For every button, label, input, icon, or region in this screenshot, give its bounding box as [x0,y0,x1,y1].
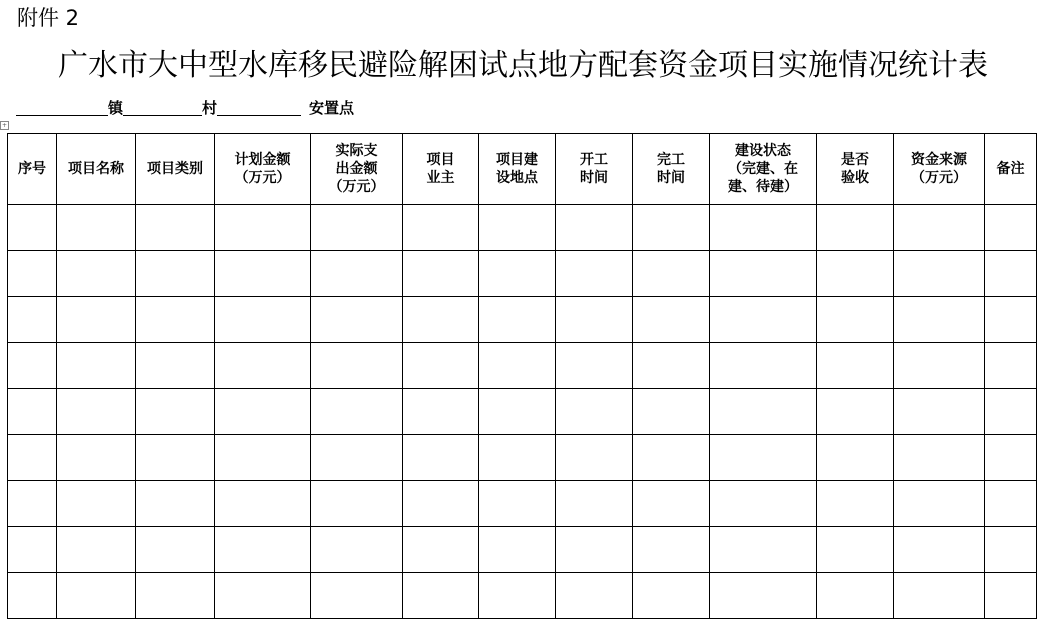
table-row [8,573,1037,619]
cell-actual-amount[interactable] [311,527,403,573]
column-header-line: 备注 [996,161,1025,177]
column-header-actual-amount [311,134,403,205]
cell-project-type[interactable] [136,251,215,297]
column-header-line: 项目建 [496,152,538,168]
table-row [8,527,1037,573]
cell-remarks[interactable] [985,251,1037,297]
column-header-fund-source [894,134,985,205]
cell-actual-amount[interactable] [311,251,403,297]
cell-actual-amount[interactable] [311,205,403,251]
cell-construction-site[interactable] [479,573,556,619]
table-row [8,343,1037,389]
cell-planned-amount[interactable] [215,205,311,251]
cell-project-type[interactable] [136,389,215,435]
cell-seq[interactable] [8,389,57,435]
cell-construction-site[interactable] [479,205,556,251]
cell-remarks[interactable] [985,481,1037,527]
cell-start-time[interactable] [556,251,633,297]
column-header-line: （万元） [328,179,385,195]
cell-completion-time[interactable] [633,481,710,527]
column-header-line: 资金来源 [911,152,967,168]
cell-completion-time[interactable] [633,389,710,435]
table-anchor-icon[interactable]: + [1,122,8,129]
column-header-line: 时间 [580,170,608,186]
cell-start-time[interactable] [556,481,633,527]
column-header-line: （万元） [234,170,291,186]
column-header-line: 出金额 [335,161,378,177]
column-header-seq [8,134,57,205]
cell-project-name[interactable] [57,389,136,435]
column-header-line: （完建、在 [728,161,798,177]
cell-project-type[interactable] [136,481,215,527]
cell-completion-time[interactable] [633,343,710,389]
column-header-line: 实际支 [335,143,378,159]
table-row [8,435,1037,481]
column-header-project-owner [403,134,479,205]
cell-fund-source[interactable] [894,389,985,435]
column-header-accepted [817,134,894,205]
page-title: 广水市大中型水库移民避险解困试点地方配套资金项目实施情况统计表 [58,48,988,83]
attachment-label: 附件 2 [17,6,80,30]
column-header-line: 是否 [841,152,869,168]
cell-project-owner[interactable] [403,205,479,251]
cell-construction-status[interactable] [710,389,817,435]
table-row [8,205,1037,251]
cell-actual-amount[interactable] [311,481,403,527]
cell-fund-source[interactable] [894,481,985,527]
cell-project-name[interactable] [57,251,136,297]
cell-actual-amount[interactable] [311,435,403,481]
cell-project-name[interactable] [57,343,136,389]
cell-construction-site[interactable] [479,389,556,435]
cell-planned-amount[interactable] [215,297,311,343]
column-header-line: 建设状态 [735,143,791,159]
cell-fund-source[interactable] [894,205,985,251]
cell-construction-site[interactable] [479,297,556,343]
village-blank[interactable] [123,99,202,116]
cell-project-type[interactable] [136,573,215,619]
cell-completion-time[interactable] [633,435,710,481]
column-header-construction-status [710,134,817,205]
cell-start-time[interactable] [556,573,633,619]
cell-project-owner[interactable] [403,435,479,481]
column-header-line: 项目类别 [147,161,203,177]
cell-seq[interactable] [8,343,57,389]
column-header-line: 项目名称 [68,161,124,177]
column-header-remarks [985,134,1037,205]
cell-accepted[interactable] [817,205,894,251]
cell-project-owner[interactable] [403,297,479,343]
cell-fund-source[interactable] [894,343,985,389]
column-header-line: 完工 [657,152,685,168]
cell-planned-amount[interactable] [215,573,311,619]
cell-project-name[interactable] [57,527,136,573]
column-header-line: 建、待建） [728,179,798,195]
cell-fund-source[interactable] [894,527,985,573]
cell-construction-status[interactable] [710,527,817,573]
column-header-completion-time [633,134,710,205]
cell-remarks[interactable] [985,573,1037,619]
town-label: 镇 [108,99,124,117]
cell-construction-status[interactable] [710,251,817,297]
cell-fund-source[interactable] [894,573,985,619]
table-body [8,205,1037,619]
cell-fund-source[interactable] [894,251,985,297]
cell-remarks[interactable] [985,389,1037,435]
cell-planned-amount[interactable] [215,389,311,435]
village-label: 村 [202,99,218,117]
cell-completion-time[interactable] [633,573,710,619]
cell-construction-site[interactable] [479,481,556,527]
site-label: 安置点 [309,99,355,117]
column-header-construction-site [479,134,556,205]
cell-project-owner[interactable] [403,251,479,297]
cell-construction-status[interactable] [710,297,817,343]
cell-fund-source[interactable] [894,435,985,481]
cell-accepted[interactable] [817,481,894,527]
column-header-line: 序号 [18,161,46,177]
cell-actual-amount[interactable] [311,389,403,435]
cell-project-type[interactable] [136,435,215,481]
cell-seq[interactable] [8,251,57,297]
cell-accepted[interactable] [817,573,894,619]
cell-accepted[interactable] [817,389,894,435]
cell-planned-amount[interactable] [215,251,311,297]
cell-construction-status[interactable] [710,343,817,389]
cell-seq[interactable] [8,435,57,481]
table-row [8,389,1037,435]
cell-start-time[interactable] [556,343,633,389]
cell-construction-site[interactable] [479,251,556,297]
cell-seq[interactable] [8,481,57,527]
cell-project-owner[interactable] [403,389,479,435]
cell-remarks[interactable] [985,527,1037,573]
cell-seq[interactable] [8,573,57,619]
cell-start-time[interactable] [556,389,633,435]
cell-construction-site[interactable] [479,343,556,389]
cell-remarks[interactable] [985,343,1037,389]
column-header-line: 设地点 [496,170,538,186]
cell-project-name[interactable] [57,435,136,481]
cell-remarks[interactable] [985,205,1037,251]
column-header-line: 业主 [426,170,455,186]
table-header-row [8,134,1037,205]
cell-construction-site[interactable] [479,527,556,573]
cell-project-name[interactable] [57,573,136,619]
cell-start-time[interactable] [556,297,633,343]
cell-construction-status[interactable] [710,573,817,619]
cell-accepted[interactable] [817,527,894,573]
cell-accepted[interactable] [817,343,894,389]
cell-completion-time[interactable] [633,205,710,251]
column-header-line: （万元） [911,170,967,186]
cell-actual-amount[interactable] [311,573,403,619]
cell-project-name[interactable] [57,205,136,251]
cell-project-name[interactable] [57,481,136,527]
cell-seq[interactable] [8,205,57,251]
column-header-line: 验收 [841,170,869,186]
cell-construction-site[interactable] [479,435,556,481]
cell-completion-time[interactable] [633,297,710,343]
cell-project-owner[interactable] [403,481,479,527]
cell-planned-amount[interactable] [215,481,311,527]
cell-remarks[interactable] [985,435,1037,481]
cell-planned-amount[interactable] [215,343,311,389]
column-header-line: 开工 [580,152,608,168]
column-header-project-type [136,134,215,205]
cell-project-type[interactable] [136,297,215,343]
cell-project-owner[interactable] [403,343,479,389]
table-row [8,297,1037,343]
cell-project-owner[interactable] [403,573,479,619]
statistics-table [7,133,1037,619]
cell-remarks[interactable] [985,297,1037,343]
cell-planned-amount[interactable] [215,527,311,573]
cell-project-name[interactable] [57,297,136,343]
cell-fund-source[interactable] [894,297,985,343]
cell-construction-status[interactable] [710,481,817,527]
cell-start-time[interactable] [556,205,633,251]
cell-construction-status[interactable] [710,205,817,251]
cell-completion-time[interactable] [633,527,710,573]
cell-seq[interactable] [8,527,57,573]
cell-accepted[interactable] [817,251,894,297]
column-header-line: 计划金额 [234,152,291,168]
cell-accepted[interactable] [817,435,894,481]
column-header-line: 项目 [426,152,455,168]
column-header-start-time [556,134,633,205]
cell-actual-amount[interactable] [311,297,403,343]
cell-start-time[interactable] [556,435,633,481]
cell-start-time[interactable] [556,527,633,573]
cell-project-type[interactable] [136,527,215,573]
site-blank[interactable] [217,99,301,116]
table-row [8,251,1037,297]
column-header-planned-amount [215,134,311,205]
column-header-line: 时间 [657,170,685,186]
cell-project-type[interactable] [136,205,215,251]
column-header-project-name [57,134,136,205]
town-blank[interactable] [16,99,108,116]
cell-seq[interactable] [8,297,57,343]
cell-project-type[interactable] [136,343,215,389]
cell-actual-amount[interactable] [311,343,403,389]
cell-completion-time[interactable] [633,251,710,297]
cell-project-owner[interactable] [403,527,479,573]
cell-construction-status[interactable] [710,435,817,481]
location-fill-line [16,98,354,118]
table-row [8,481,1037,527]
cell-accepted[interactable] [817,297,894,343]
cell-planned-amount[interactable] [215,435,311,481]
